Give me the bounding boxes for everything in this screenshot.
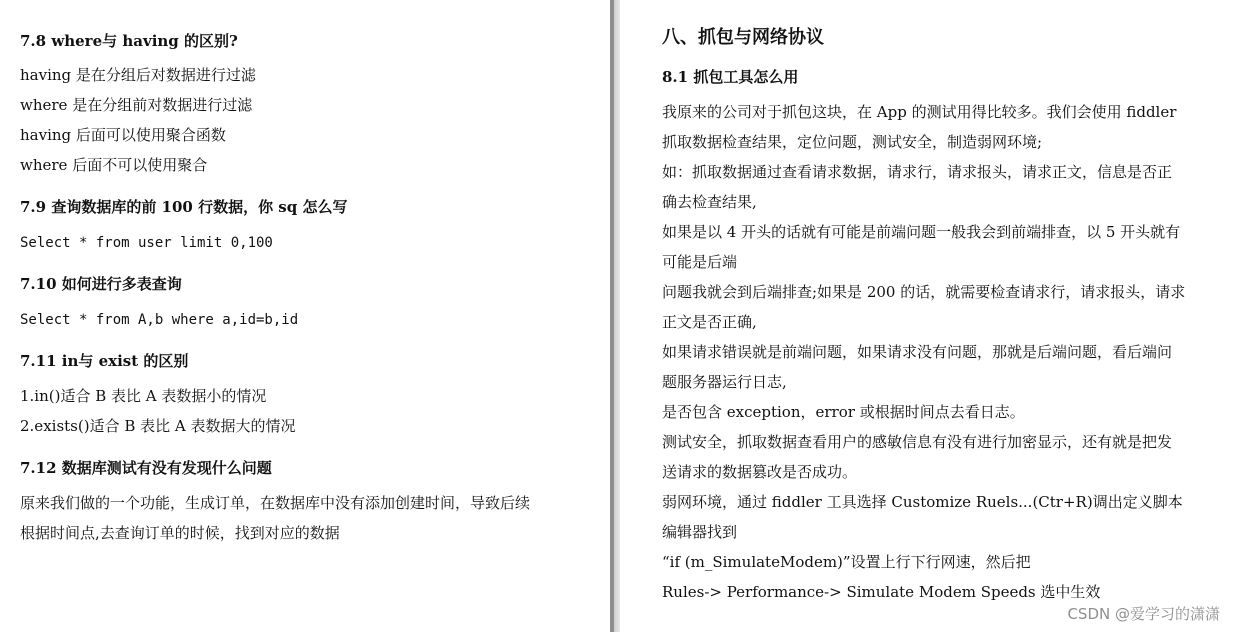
text-line: where 是在分组前对数据进行过滤 — [20, 96, 253, 114]
text-line: 题服务器运行日志, — [662, 373, 787, 391]
text-line: 如果是以 4 开头的话就有可能是前端问题一般我会到前端排查，以 5 开头就有 — [662, 223, 1181, 241]
text-line: 是否包含 exception，error 或根据时间点去看日志。 — [662, 403, 1025, 421]
text-line: 我原来的公司对于抓包这块，在 App 的测试用得比较多。我们会使用 fiddler — [662, 103, 1177, 121]
text-line: 送请求的数据篡改是否成功。 — [662, 463, 858, 481]
text-line: “if (m_SimulateModem)”设置上行下行网速，然后把 — [662, 553, 1031, 571]
text-line: having 是在分组后对数据进行过滤 — [20, 66, 256, 84]
sql-code-line: Select * from A,b where a,id=b,id — [20, 312, 299, 328]
text-line: having 后面可以使用聚合函数 — [20, 126, 226, 144]
text-line: 原来我们做的一个功能，生成订单，在数据库中没有添加创建时间，导致后续 — [20, 494, 531, 512]
left-document-page — [0, 0, 610, 632]
heading-8-1: 8.1 抓包工具怎么用 — [662, 68, 799, 86]
text-line: 根据时间点,去查询订单的时候，找到对应的数据 — [20, 524, 340, 542]
text-line: 正文是否正确, — [662, 313, 757, 331]
text-line: 问题我就会到后端排查;如果是 200 的话，就需要检查请求行，请求报头，请求 — [662, 283, 1186, 301]
page-gutter — [610, 0, 620, 632]
chapter-title: 八、抓包与网络协议 — [662, 27, 824, 48]
heading-7-10: 7.10 如何进行多表查询 — [20, 275, 182, 293]
text-line: 2.exists()适合 B 表比 A 表数据大的情况 — [20, 417, 296, 435]
text-line: 抓取数据检查结果，定位问题，测试安全，制造弱网环境; — [662, 133, 1043, 151]
heading-7-11: 7.11 in与 exist 的区别 — [20, 352, 189, 370]
text-line: 可能是后端 — [662, 253, 738, 271]
sql-code-line: Select * from user limit 0,100 — [20, 235, 273, 251]
text-line: 1.in()适合 B 表比 A 表数据小的情况 — [20, 387, 267, 405]
right-document-page — [620, 0, 1238, 632]
heading-7-12: 7.12 数据库测试有没有发现什么问题 — [20, 459, 272, 477]
text-line: where 后面不可以使用聚合 — [20, 156, 208, 174]
heading-7-9: 7.9 查询数据库的前 100 行数据，你 sq 怎么写 — [20, 198, 348, 216]
text-line: Rules-> Performance-> Simulate Modem Speeds 选中生效 — [662, 583, 1101, 601]
text-line: 编辑器找到 — [662, 523, 738, 541]
text-line: 测试安全，抓取数据查看用户的感敏信息有没有进行加密显示，还有就是把发 — [662, 433, 1173, 451]
csdn-watermark: CSDN @爱学习的潇潇 — [1067, 605, 1220, 623]
text-line: 弱网环境，通过 fiddler 工具选择 Customize Ruels...(Ctr+R)调出定义脚本 — [662, 493, 1183, 511]
text-line: 如：抓取数据通过查看请求数据，请求行，请求报头，请求正文，信息是否正 — [662, 163, 1173, 181]
heading-7-8: 7.8 where与 having 的区别? — [20, 32, 238, 50]
text-line: 确去检查结果, — [662, 193, 757, 211]
text-line: 如果请求错误就是前端问题，如果请求没有问题，那就是后端问题，看后端问 — [662, 343, 1173, 361]
